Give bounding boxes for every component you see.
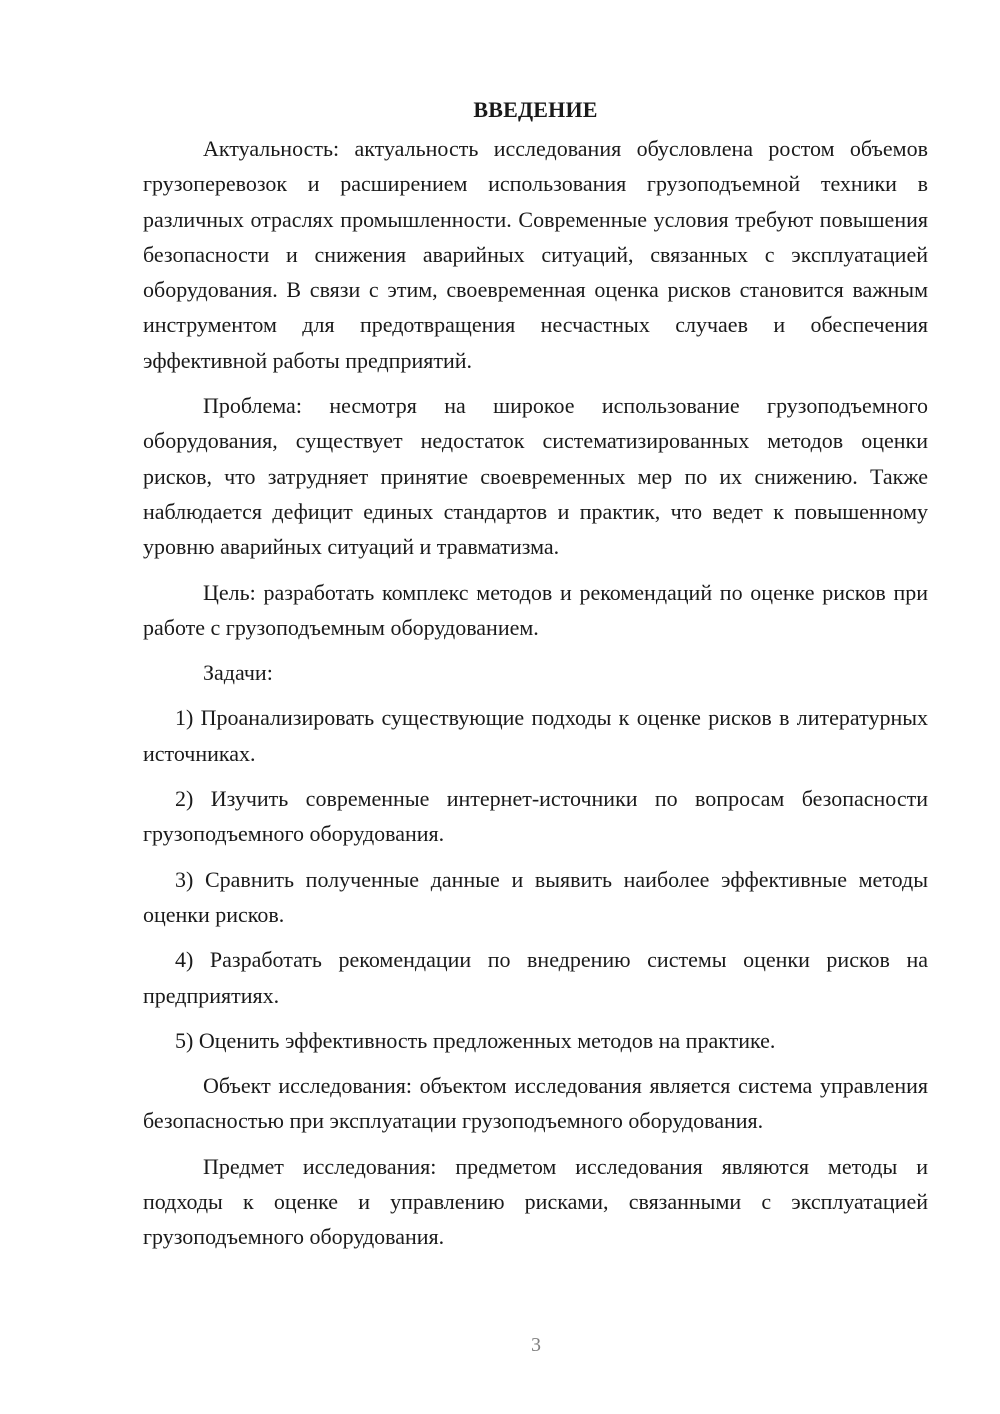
task-item-1: 1) Проанализировать существующие подходы к оценке рисков в литературных источниках. (143, 705, 928, 766)
document-body (143, 92, 928, 1255)
task-item-4: 4) Разработать рекомендации по внедрению системы оценки рисков на предприятиях. (143, 947, 928, 1008)
page-number: 3 (531, 1334, 541, 1356)
object-paragraph: Объект исследования: объектом исследования является система управления безопасностью при эксплуатации грузоподъемного оборудования. (143, 1073, 928, 1134)
task-item-2: 2) Изучить современные интернет-источники по вопросам безопасности грузоподъемного оборудования. (143, 786, 928, 847)
goal-paragraph: Цель: разработать комплекс методов и рекомендаций по оценке рисков при работе с грузоподъемным оборудованием. (143, 579, 928, 640)
subject-paragraph: Предмет исследования: предметом исследования являются методы и подходы к оценке и управлению рисками, связанными с эксплуатацией грузоподъемного оборудования. (143, 1153, 928, 1250)
tasks-heading: Задачи: (203, 660, 273, 686)
relevance-paragraph: Актуальность: актуальность исследования обусловлена ростом объемов грузоперевозок и расширением использования грузоподъемной техники в различных отраслях промышленности. Современные условия требуют повышения безопасности и снижения аварийных ситуаций, связанных с эксплуатацией оборудования. В связи с этим, своевременная оценка рисков становится важным инструментом для предотвращения несчастных случаев и обеспечения эффективной работы предприятий. (143, 136, 928, 373)
task-item-5: 5) Оценить эффективность предложенных методов на практике. (175, 1027, 776, 1053)
problem-paragraph: Проблема: несмотря на широкое использование грузоподъемного оборудования, существует недостаток систематизированных методов оценки рисков, что затрудняет принятие своевременных мер по их снижению. Также наблюдается дефицит единых стандартов и практик, что ведет к повышенному уровню аварийных ситуаций и травматизма. (143, 393, 928, 560)
section-title: ВВЕДЕНИЕ (473, 97, 598, 122)
task-item-3: 3) Сравнить полученные данные и выявить наиболее эффективные методы оценки рисков. (143, 866, 928, 927)
